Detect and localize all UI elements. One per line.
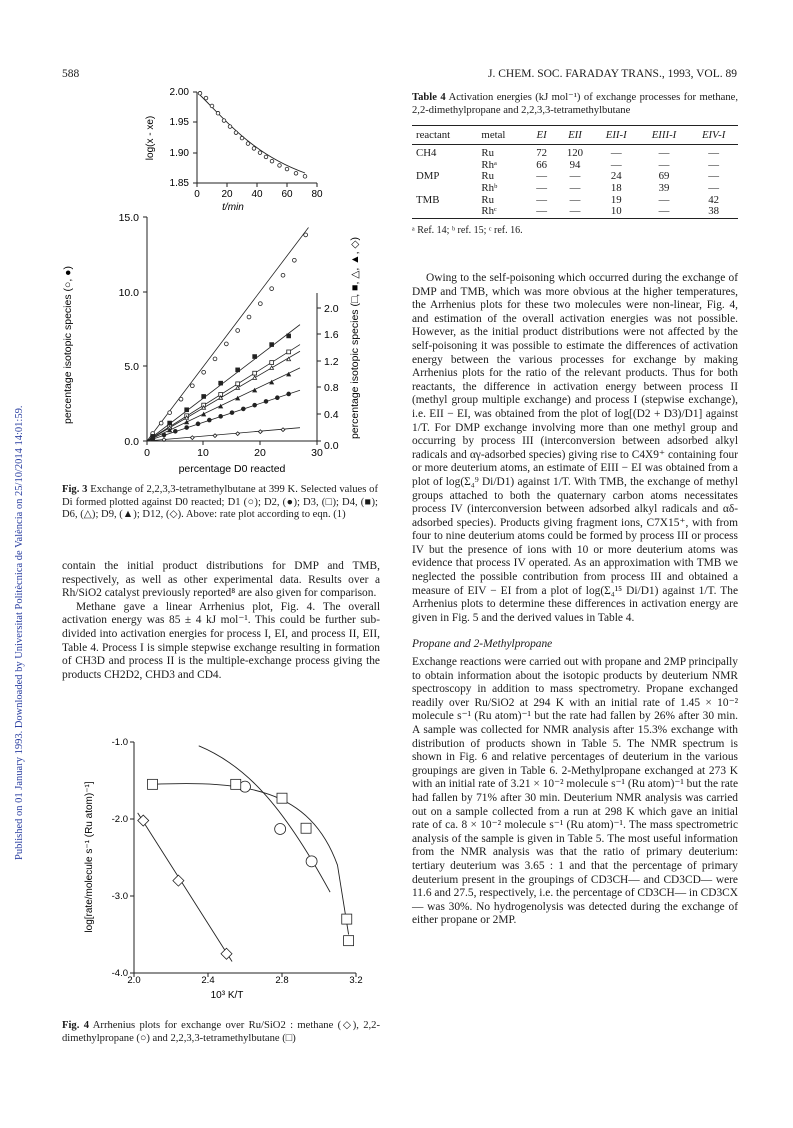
data-point <box>173 429 177 433</box>
data-point <box>185 426 189 430</box>
data-point <box>213 357 217 361</box>
table-header-row <box>412 126 738 145</box>
data-point <box>230 411 234 415</box>
fig4-caption-label: Fig. 4 <box>62 1020 90 1031</box>
inset-data-point <box>216 111 220 115</box>
main-xlabel: percentage D0 reacted <box>178 463 286 475</box>
table-cell: Ru <box>481 170 495 183</box>
inset-data-point <box>270 159 274 163</box>
running-head: J. CHEM. SOC. FARADAY TRANS., 1993, VOL. 89 <box>488 68 737 80</box>
table-cell: — <box>610 147 622 160</box>
table-row <box>412 183 738 195</box>
page-number: 588 <box>62 68 80 80</box>
series-fit-line <box>147 227 309 441</box>
left-paragraph-2: Methane gave a linear Arrhenius plot, Fig. 4. The overall activation energy was 85 ± 4 kJ mol⁻¹. This could be further sub-divided into activation energies for process I, EI, and process II, EII, Table 4. Process I is simple stepwise exchange resulting in formation of CH3D and process II is the multiple-exchange process giving the products CH2D2, CHD3 and CD4. <box>62 600 380 681</box>
table-cell: Rhᵇ <box>481 181 498 194</box>
data-point <box>241 407 245 411</box>
inset-xlabel: t/min <box>222 202 244 213</box>
inset-xtick: 20 <box>221 189 233 200</box>
col-header: EII-I <box>605 129 627 142</box>
data-point <box>168 421 172 425</box>
col-header: reactant <box>416 129 451 142</box>
data-point <box>185 408 189 412</box>
fig3-caption <box>62 484 378 522</box>
data-point <box>270 361 274 365</box>
main-ytick-right: 1.6 <box>324 329 339 341</box>
inset-xtick: 80 <box>311 189 323 200</box>
table-cell: — <box>569 181 581 194</box>
data-point <box>281 428 285 432</box>
main-ytick-right: 2.0 <box>324 303 339 315</box>
table4-footnote: ᵃ Ref. 14; ᵇ ref. 15; ᶜ ref. 16. <box>412 224 523 236</box>
main-ytick-right: 1.2 <box>324 356 339 368</box>
data-point <box>270 366 274 369</box>
col-header: metal <box>481 129 506 142</box>
inset-data-point <box>246 142 250 146</box>
data-point <box>304 233 308 237</box>
table-row <box>412 206 738 218</box>
data-point <box>236 329 240 333</box>
inset-data-point <box>234 131 238 135</box>
inset-data-point <box>210 104 214 108</box>
left-paragraph-1: contain the initial product distributions for DMP and TMB, respectively, as well as other experimental data. Results over a Rh/SiO2 catalyst previously reported⁸ are also given for comparison. <box>62 560 380 600</box>
fig4-xtick: 2.8 <box>275 975 289 986</box>
inset-data-point <box>294 171 298 175</box>
data-point <box>190 384 194 388</box>
table-cell: 66 <box>536 158 548 171</box>
data-point <box>202 395 206 399</box>
inset-ytick: 1.90 <box>169 148 189 159</box>
table-cell: — <box>658 147 670 160</box>
data-point <box>213 434 217 438</box>
inset-data-point <box>303 175 307 179</box>
inset-data-point <box>278 164 282 168</box>
inset-data-point <box>222 119 226 123</box>
table-4-block <box>412 92 738 237</box>
data-point <box>344 936 354 946</box>
fig3-caption-text: Exchange of 2,2,3,3-tetramethylbutane at 399 K. Selected values of Di formed plotted against D0 reacted; D1 (○); D2, (●); D3, (□); D4, (■); D6, (△); D9, (▲); D12, (◇). Above: rate plot according to eqn. (1) <box>62 484 379 521</box>
inset-ytick: 1.95 <box>169 117 189 128</box>
main-ylabel-left: percentage isotopic species (○, ●) <box>62 265 74 425</box>
table-cell: 72 <box>536 147 548 160</box>
data-point <box>287 357 291 360</box>
data-point <box>258 302 262 306</box>
col-header: EII <box>568 129 582 142</box>
table-cell: 39 <box>658 181 670 194</box>
table4-label: Table 4 <box>412 92 446 103</box>
left-column-text <box>62 560 380 682</box>
inset-data-point <box>204 96 208 100</box>
table-cell: DMP <box>416 170 440 183</box>
table-cell: TMB <box>416 193 440 206</box>
inset-xtick: 40 <box>251 189 263 200</box>
data-point <box>159 421 163 425</box>
inset-ytick: 2.00 <box>169 87 189 98</box>
fig4-ylabel: log[rate/molecule s⁻¹ (Ru atom)⁻¹] <box>84 781 95 933</box>
table-cell: — <box>536 193 548 206</box>
table-cell: — <box>569 193 581 206</box>
main-xtick: 0 <box>144 447 150 459</box>
table-cell <box>412 183 477 195</box>
data-point <box>270 343 274 347</box>
data-point <box>231 779 241 789</box>
table-cell: 19 <box>610 193 622 206</box>
data-point <box>219 381 223 385</box>
data-point <box>258 430 262 434</box>
table4-title <box>412 92 738 117</box>
inset-ytick: 1.85 <box>169 178 189 189</box>
table-cell: — <box>569 205 581 218</box>
data-point <box>277 793 287 803</box>
fig3-caption-label: Fig. 3 <box>62 484 88 495</box>
table-cell: — <box>708 158 720 171</box>
inset-data-point <box>252 147 256 151</box>
fig4-ytick: -3.0 <box>111 891 128 902</box>
table-cell: — <box>658 205 670 218</box>
inset-xtick: 60 <box>281 189 293 200</box>
data-point <box>236 386 240 389</box>
table-cell: 18 <box>610 181 622 194</box>
methane-fit-line <box>138 813 232 962</box>
inset-ylabel: log(x - xe) <box>145 115 156 161</box>
main-xtick: 30 <box>311 447 323 459</box>
right-column-text <box>412 272 738 928</box>
data-point <box>275 396 279 400</box>
data-point <box>253 355 257 359</box>
table-cell: — <box>536 205 548 218</box>
data-point <box>287 392 291 396</box>
figure-4 <box>62 730 382 1015</box>
data-point <box>253 371 257 375</box>
download-notice-link[interactable]: Published on 01 January 1993. Downloaded by Universitat Politècnica de València on 25/10/2014 14:01:59. <box>14 405 25 860</box>
data-point <box>148 779 158 789</box>
data-point <box>292 258 296 262</box>
fig4-xlabel: 10³ K/T <box>210 990 244 1001</box>
fig4-xtick: 2.4 <box>201 975 215 986</box>
fig4-xtick: 3.2 <box>349 975 363 986</box>
table-cell: — <box>708 170 720 183</box>
col-header: EIV-I <box>701 129 726 142</box>
col-header: EI <box>536 129 547 142</box>
main-xtick: 10 <box>197 447 209 459</box>
fig4-xtick: 2.0 <box>127 975 141 986</box>
main-ytick-left: 15.0 <box>118 212 139 224</box>
table-cell: — <box>610 158 622 171</box>
data-point <box>173 875 184 886</box>
fig4-ytick: -2.0 <box>111 814 128 825</box>
col-header: EIII-I <box>651 129 677 142</box>
table-cell: — <box>536 170 548 183</box>
fig4-caption-text: Arrhenius plots for exchange over Ru/SiO2 : methane (◇), 2,2-dimethylpropane (○) and 2,2,3,3-tetramethylbutane (□) <box>62 1020 380 1044</box>
figure-3 <box>55 80 400 480</box>
main-ytick-left: 0.0 <box>124 436 139 448</box>
fig3-main-plot <box>62 212 361 475</box>
main-ytick-left: 5.0 <box>124 361 139 373</box>
main-ytick-left: 10.0 <box>118 287 139 299</box>
data-point <box>253 403 257 407</box>
inset-data-point <box>258 151 262 155</box>
inset-data-point <box>240 136 244 140</box>
data-point <box>287 373 291 376</box>
table-cell: CH4 <box>416 147 437 160</box>
table-cell: — <box>569 170 581 183</box>
table4-title-text: Activation energies (kJ mol⁻¹) of exchange processes for methane, 2,2-dimethylpropane and 2,2,3,3-tetramethylbutane <box>412 92 739 116</box>
table-cell: — <box>658 158 670 171</box>
tmb-fit-curve <box>153 784 349 935</box>
inset-fit-curve <box>200 95 305 173</box>
table-cell: 120 <box>566 147 584 160</box>
data-point <box>196 422 200 426</box>
data-point <box>281 273 285 277</box>
data-point <box>190 436 194 440</box>
main-ytick-right: 0.4 <box>324 409 339 421</box>
table-cell: — <box>536 181 548 194</box>
data-point <box>168 411 172 415</box>
inset-data-point <box>228 125 232 129</box>
data-point <box>207 418 211 422</box>
table-cell: 24 <box>610 170 622 183</box>
right-paragraph-1: Owing to the self-poisoning which occurred during the exchange of DMP and TMB, which was more obvious at the higher temperatures, the Arrhenius plots for these two molecules were non-linear, Fig. 4, and estimation of the overall activation energies was not possible. However, as the initial product distributions were not affected by the self-poisoning it was possible to estimate the differences of activation energy between the various processes for exchange by making Arrhenius plots for the ratio of the relevant products. Thus for both reactants, the difference in activation energy between process II (methyl group multiple exchange) and process I (stepwise exchange), i.e. EII − EI, was obtained from the plot of log[(D2 + D3)/D1] against 1/T. For DMP exchange involving more than one methyl group and occurring by process III (interconversion between adsorbed alkyl radicals and αγ-adsorbed species) giving rise to C4X9⁺ containing four or more deuterium atoms, an estimate of EIII − EI was obtained from a plot of log(Σ₄⁹ Di/D1) against 1/T. With TMB, the exchange of methyl groups attached to both the quaternary carbon atoms necessitates process IV (interconversion between adsorbed alkyl radicals and αδ-adsorbed species). Products giving fragment ions, C7X15⁺, with from four to nine deuterium atoms could be formed by process III or process IV but the presence of ions with 10 or more deuterium atoms was evidence that process IV operated. As an approximation with TMB we neglected the possible contribution from process III and obtained a measure of EIV − EI from a plot of log(Σ₄¹⁵ Di/D1) against 1/T. The Arrhenius plots to determine these differences in activation energy are given in Fig. 5 and the derived values in Table 4. <box>412 272 738 624</box>
inset-data-point <box>285 167 289 171</box>
data-point <box>202 370 206 374</box>
table-cell: — <box>708 147 720 160</box>
table-cell: Ru <box>481 147 495 160</box>
data-point <box>253 376 257 379</box>
table-4 <box>412 125 738 219</box>
inset-data-point <box>198 91 202 95</box>
main-ytick-right: 0.8 <box>324 382 339 394</box>
data-point <box>287 350 291 354</box>
data-point <box>342 914 352 924</box>
data-point <box>306 856 317 867</box>
table-cell: 94 <box>569 158 581 171</box>
table-cell: — <box>708 181 720 194</box>
data-point <box>162 433 166 437</box>
data-point <box>236 368 240 372</box>
right-paragraph-2: Exchange reactions were carried out with propane and 2MP principally to obtain information about the isotopic products by deuterium NMR spectroscopy in addition to mass spectrometry. Propane exchanged readily over Ru/SiO2 at 294 K with an initial rate of 1.45 × 10⁻² molecule s⁻¹ (Ru atom)⁻¹ but the rate had fallen by 26% after 30 min. A sample was collected for NMR analysis after 15.3% exchange with distribution of products shown in Table 5. The NMR spectrum is shown in Fig. 6 and relative percentages of deuterium in the various groupings are given in Table 6. 2-Methylpropane exchanged at 273 K with an initial rate of 3.21 × 10⁻² molecule s⁻¹ (Ru atom)⁻¹ but the rate had fallen by 71% after 30 min. Deuterium NMR analysis was carried out on a sample collected from a run at 298 K which gave an initial rate of ca. 8 × 10⁻² molecule s⁻¹ (Ru atom)⁻¹. The mass spectrometric analysis of the sample is given in Table 5. The most useful information from the NMR analysis was that the ratio of primary deuterium: tertiary deuterium was 3.65 : 1 and that the percentage of primary deuterium present in the groupings of CD3CH— and CD3CD— were 11.6 and 27.5, respectively, i.e. the percentage of CD3CH— in CD3CX— was 30%. No hydrogenolysis was detected during the exchange of either propane or 2MP. <box>412 656 738 927</box>
table-cell: 10 <box>610 205 622 218</box>
data-point <box>247 315 251 319</box>
table-cell: 42 <box>708 193 720 206</box>
table-cell: 38 <box>708 205 720 218</box>
data-point <box>287 334 291 338</box>
data-point <box>179 397 183 401</box>
data-point <box>221 948 232 959</box>
table-cell <box>412 206 477 218</box>
data-point <box>275 824 286 835</box>
dmp-fit-curve <box>199 746 330 892</box>
data-point <box>236 432 240 436</box>
data-point <box>138 815 149 826</box>
main-ylabel-right: percentage isotopic species (□, ■, △, ▲, ◇) <box>349 236 361 440</box>
fig3-inset-plot <box>145 87 323 213</box>
data-point <box>224 342 228 346</box>
data-point <box>270 287 274 291</box>
fig4-caption <box>62 1020 380 1045</box>
table-cell: 69 <box>658 170 670 183</box>
main-ytick-right: 0.0 <box>324 440 339 452</box>
data-point <box>264 400 268 404</box>
fig4-ytick: -4.0 <box>111 968 128 979</box>
table-cell: Rhᶜ <box>481 205 497 218</box>
data-point <box>301 823 311 833</box>
main-xtick: 20 <box>254 447 266 459</box>
section-heading: Propane and 2-Methylpropane <box>412 638 553 651</box>
fig4-ytick: -1.0 <box>111 737 128 748</box>
table-cell: — <box>658 193 670 206</box>
sidebar <box>0 0 30 1128</box>
table-row <box>412 145 738 160</box>
table-cell: Rhᵃ <box>481 158 497 171</box>
table-cell: Ru <box>481 193 495 206</box>
data-point <box>219 414 223 418</box>
inset-data-point <box>264 155 268 159</box>
inset-xtick: 0 <box>194 189 200 200</box>
